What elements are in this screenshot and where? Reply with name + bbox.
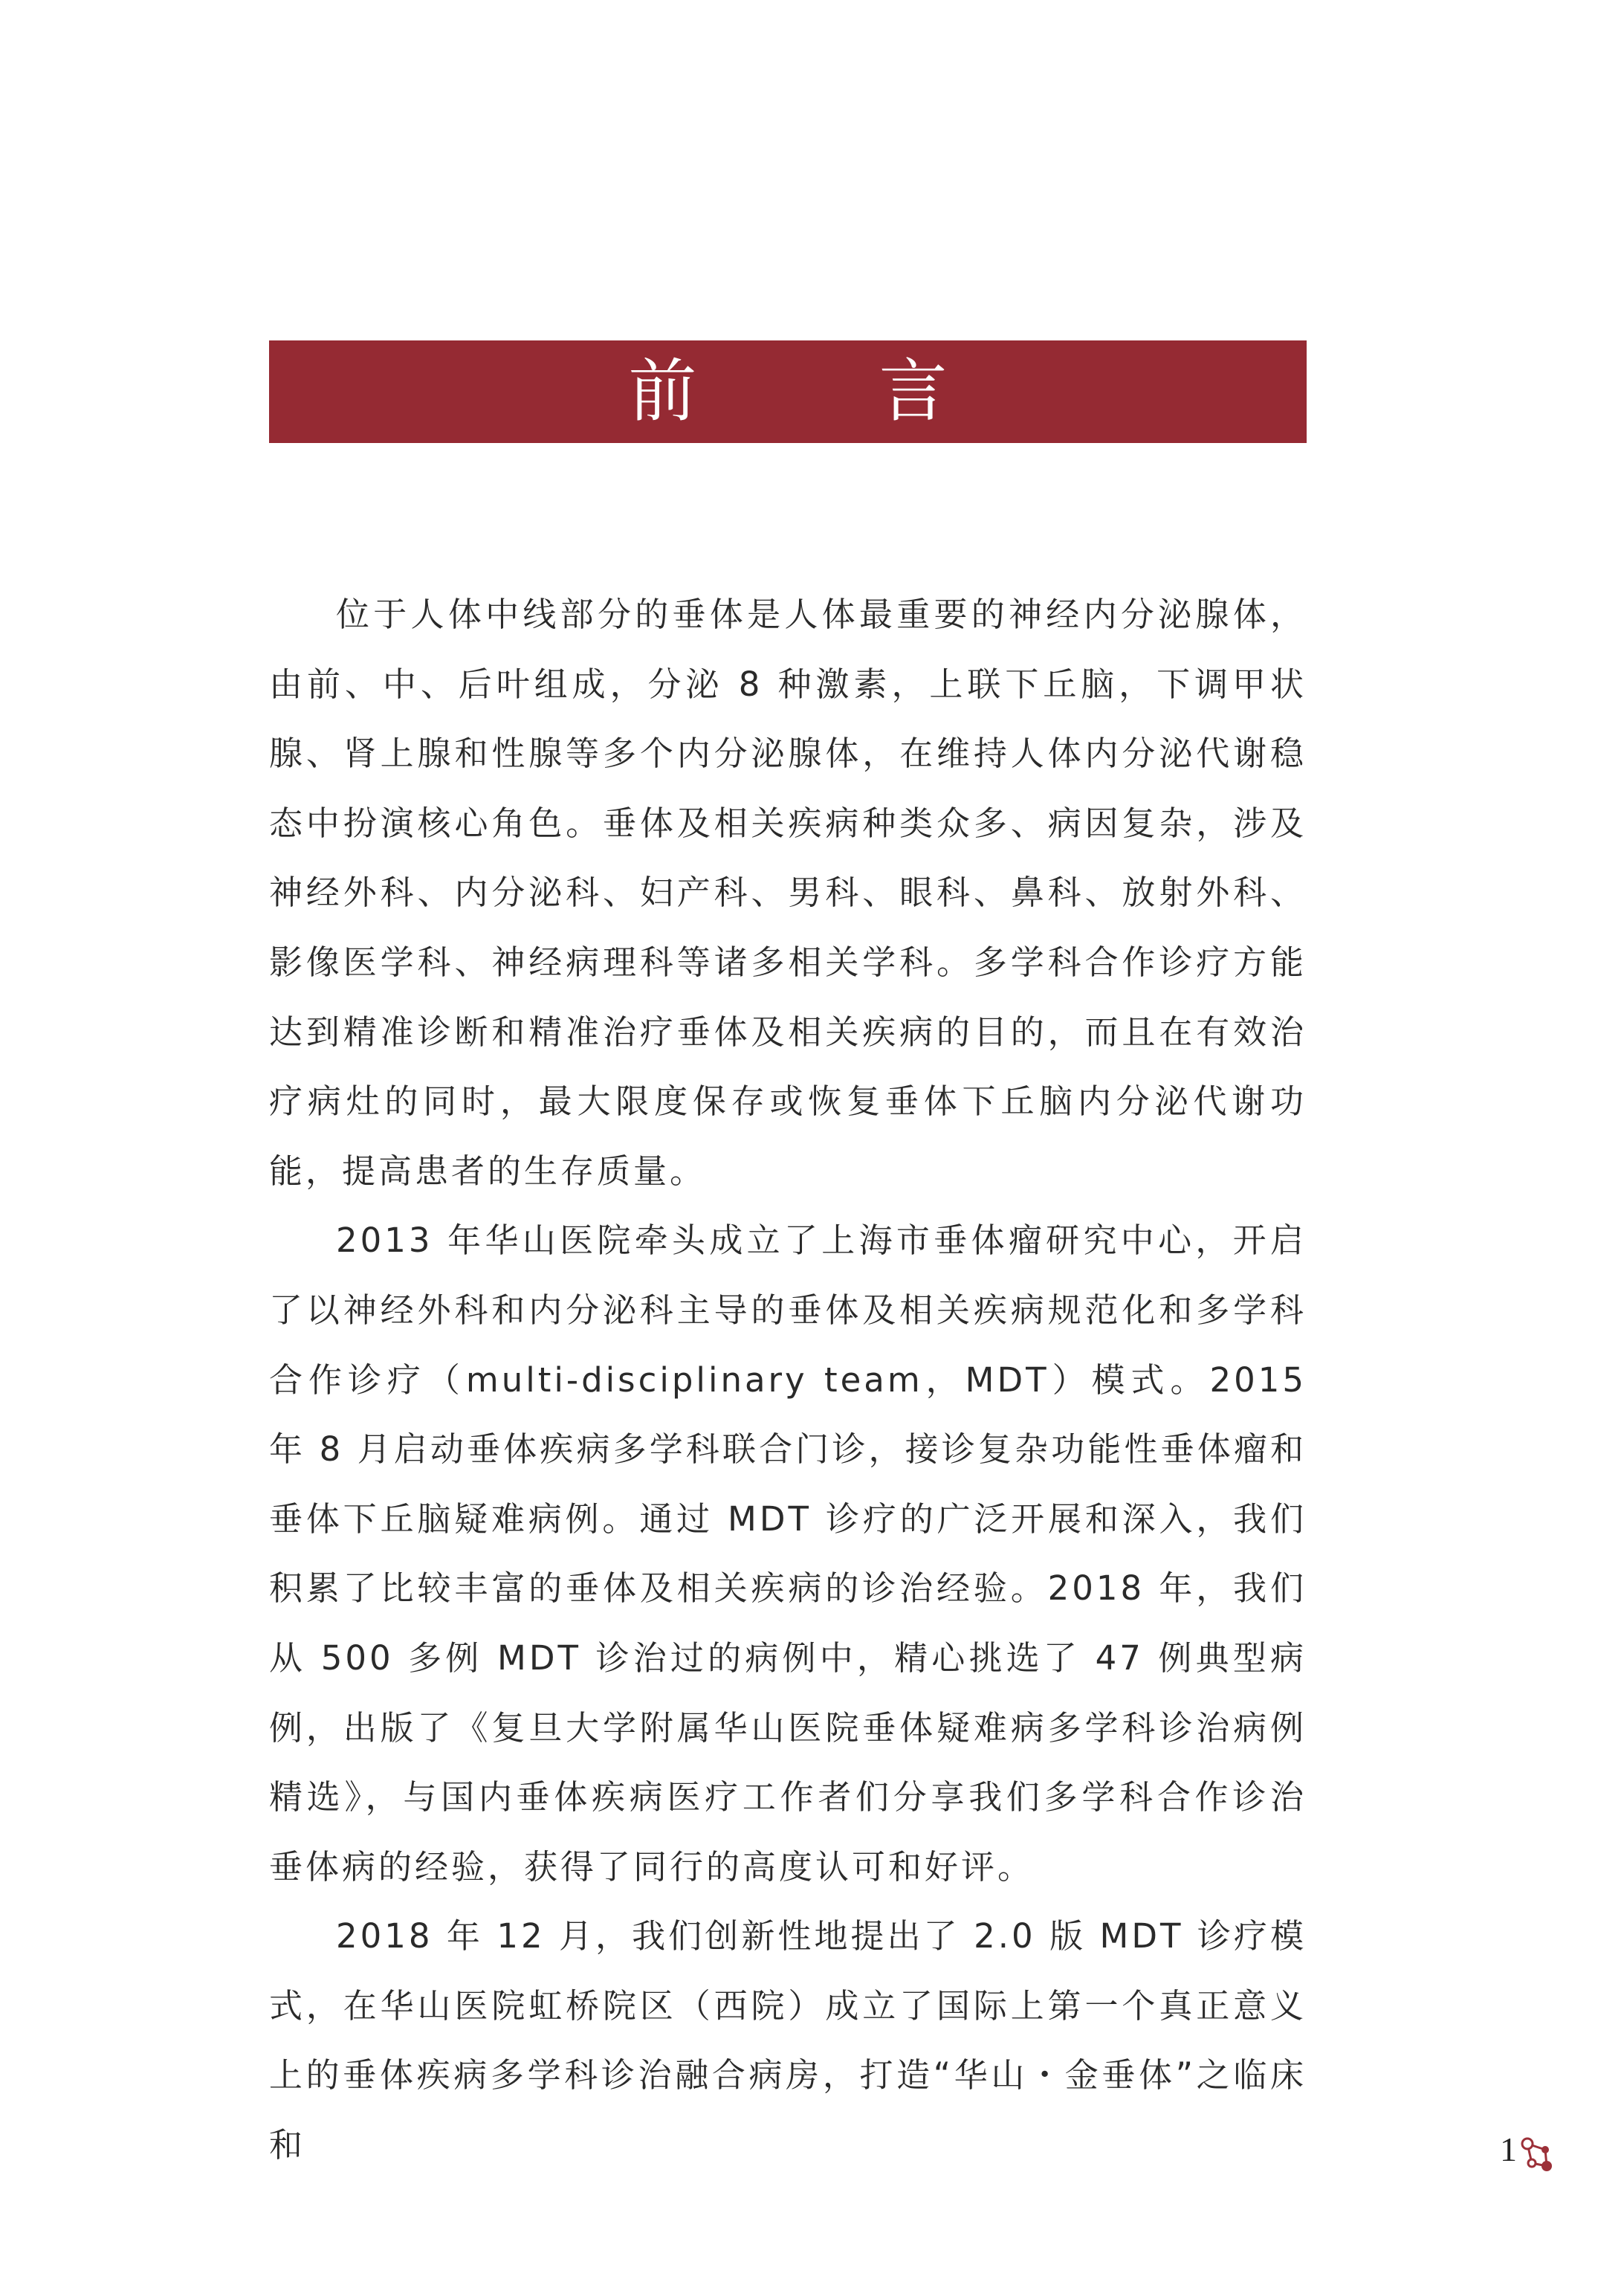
paragraph: 2013 年华山医院牵头成立了上海市垂体瘤研究中心，开启了以神经外科和内分泌科主导的垂体及相关疾病规范化和多学科合作诊疗（multi-disciplinary team，MDT）模式。2015 年 8 月启动垂体疾病多学科联合门诊，接诊复杂功能性垂体瘤和垂体下丘脑疑难病例。通过 MDT 诊疗的广泛开展和深入，我们积累了比较丰富的垂体及相关疾病的诊治经验。2018 年，我们从 500 多例 MDT 诊治过的病例中，精心挑选了 47 例典型病例，出版了《复旦大学附属华山医院垂体疑难病多学科诊治病例精选》，与国内垂体疾病医疗工作者们分享我们多学科合作诊治垂体病的经验，获得了同行的高度认可和好评。	[269, 1221, 1307, 1887]
paragraph: 位于人体中线部分的垂体是人体最重要的神经内分泌腺体，由前、中、后叶组成，分泌 8 种激素，上联下丘脑，下调甲状腺、肾上腺和性腺等多个内分泌腺体，在维持人体内分泌代谢稳态中扮演核心角色。垂体及相关疾病种类众多、病因复杂，涉及神经外科、内分泌科、妇产科、男科、眼科、鼻科、放射外科、影像医学科、神经病理科等诸多相关学科。多学科合作诊疗方能达到精准诊断和精准治疗垂体及相关疾病的目的，而且在有效治疗病灶的同时，最大限度保存或恢复垂体下丘脑内分泌代谢功能，提高患者的生存质量。	[269, 595, 1307, 1191]
page-number: 1	[1500, 2130, 1517, 2168]
chapter-title-bar	[269, 340, 1307, 443]
page-footer	[1500, 2126, 1554, 2173]
molecule-icon	[1520, 2136, 1554, 2173]
chapter-title: 前 言	[628, 352, 1028, 431]
preface-body	[269, 580, 1307, 2180]
paragraph: 2018 年 12 月，我们创新性地提出了 2.0 版 MDT 诊疗模式，在华山医院虹桥院区（西院）成立了国际上第一个真正意义上的垂体疾病多学科诊治融合病房，打造“华山・金垂体”之临床和	[269, 1916, 1307, 2165]
